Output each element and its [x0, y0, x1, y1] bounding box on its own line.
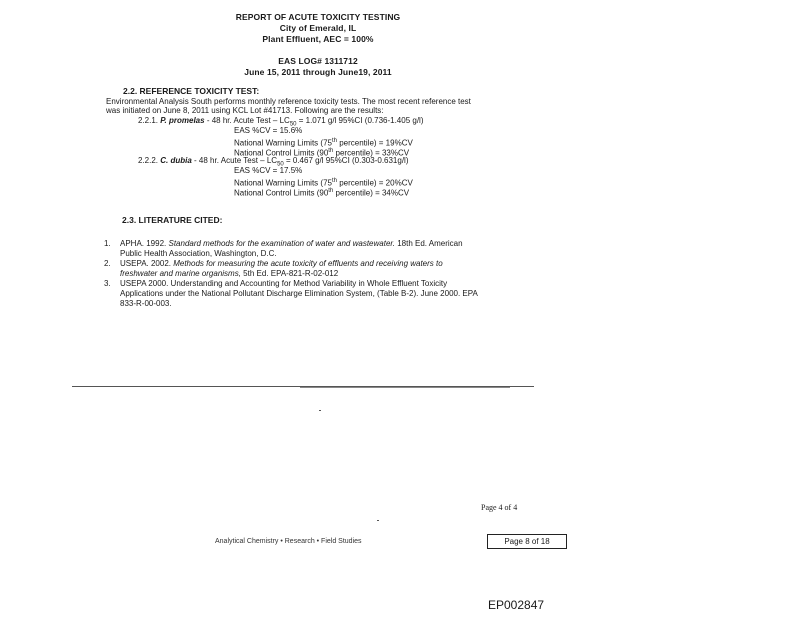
ref-2-title: Methods for measuring the acute toxicity of effluents and receiving waters to [173, 259, 443, 268]
ordinal-sup: th [328, 148, 334, 154]
ref-2-line2 [120, 269, 338, 279]
control-value: percentile) = 34%CV [333, 188, 410, 198]
ref-2-author: USEPA. 2002. [120, 259, 174, 268]
test-value: = 0.467 g/l 95%CI (0.303-0.631g/l) [283, 156, 409, 165]
warning-value: percentile) = 19%CV [336, 138, 413, 148]
section-2-2-intro-line1: Environmental Analysis South performs monthly reference toxicity tests. The most recent reference test [106, 97, 471, 106]
lc-subscript: 50 [289, 121, 297, 128]
test-description: - 48 hr. Acute Test – LC [206, 116, 290, 125]
ref-2-edition: 5th Ed. EPA-821-R-02-012 [240, 269, 339, 278]
section-2-2-heading: 2.2. REFERENCE TOXICITY TEST: [123, 86, 260, 96]
ref-1-edition: 18th Ed. American [394, 239, 463, 248]
ref-1-number: 1. [104, 239, 111, 248]
section-2-3-heading: 2.3. LITERATURE CITED: [122, 215, 223, 225]
outer-page-number: Page 8 of 18 [504, 537, 550, 546]
ref-1-author: APHA. 1992. [120, 239, 169, 248]
warning-label: National Warning Limits (75 [234, 138, 332, 148]
eas-cv: EAS %CV = 15.6% [234, 126, 303, 135]
report-title: REPORT OF ACUTE TOXICITY TESTING [235, 12, 401, 22]
inner-page-number: Page 4 of 4 [481, 503, 518, 512]
species-name: C. dubia [160, 156, 192, 165]
ordinal-sup: th [328, 188, 334, 194]
control-value: percentile) = 33%CV [333, 148, 410, 158]
ref-2-number: 2. [104, 259, 111, 268]
ref-3-number: 3. [104, 279, 111, 288]
company-services: Analytical Chemistry • Research • Field Studies [215, 538, 362, 545]
ref-1-line2: Public Health Association, Washington, D.C. [120, 249, 277, 258]
control-label: National Control Limits (90 [234, 148, 329, 158]
ref-2-title-cont: freshwater and marine organisms, [120, 269, 241, 278]
report-dates: June 15, 2011 through June19, 2011 [244, 67, 392, 77]
ordinal-sup: th [331, 178, 337, 184]
outer-page-number-box [487, 534, 567, 549]
ref-3-line2: Applications under the National Pollutant Discharge Elimination System, (Table B-2). June 2000. EPA [120, 289, 478, 298]
report-city: City of Emerald, IL [279, 23, 357, 33]
test-value: = 1.071 g/l 95%CI (0.736-1.405 g/l) [296, 116, 424, 125]
ref-2-line1 [120, 259, 443, 269]
test-description: - 48 hr. Acute Test – LC [194, 156, 278, 165]
result-number: 2.2.2. [138, 156, 159, 165]
footer-rule-shadow [300, 387, 510, 388]
warning-label: National Warning Limits (75 [234, 178, 332, 188]
ref-3-line1: USEPA 2000. Understanding and Accounting for Method Variability in Whole Effluent Toxicity [120, 279, 448, 288]
species-name: P. promelas [160, 116, 205, 125]
scan-speck [319, 410, 321, 411]
ref-1-line1 [120, 239, 463, 249]
ref-3-line3: 833-R-00-003. [120, 299, 172, 308]
section-2-2-intro-line2: was initiated on June 8, 2011 using KCL Lot #41713. Following are the results: [106, 106, 384, 115]
warning-value: percentile) = 20%CV [336, 178, 413, 188]
scan-speck [377, 520, 379, 521]
bates-number: EP002847 [488, 598, 545, 612]
ref-1-title: Standard methods for the examination of water and wastewater. [168, 239, 395, 248]
lc-subscript: 50 [277, 161, 284, 168]
report-sample: Plant Effluent, AEC = 100% [262, 34, 374, 44]
control-limits [234, 186, 409, 199]
eas-cv: EAS %CV = 17.5% [234, 166, 303, 175]
result-number: 2.2.1. [138, 116, 159, 125]
ordinal-sup: th [331, 138, 337, 144]
report-log: EAS LOG# 1311712 [278, 56, 358, 66]
control-label: National Control Limits (90 [234, 188, 329, 198]
